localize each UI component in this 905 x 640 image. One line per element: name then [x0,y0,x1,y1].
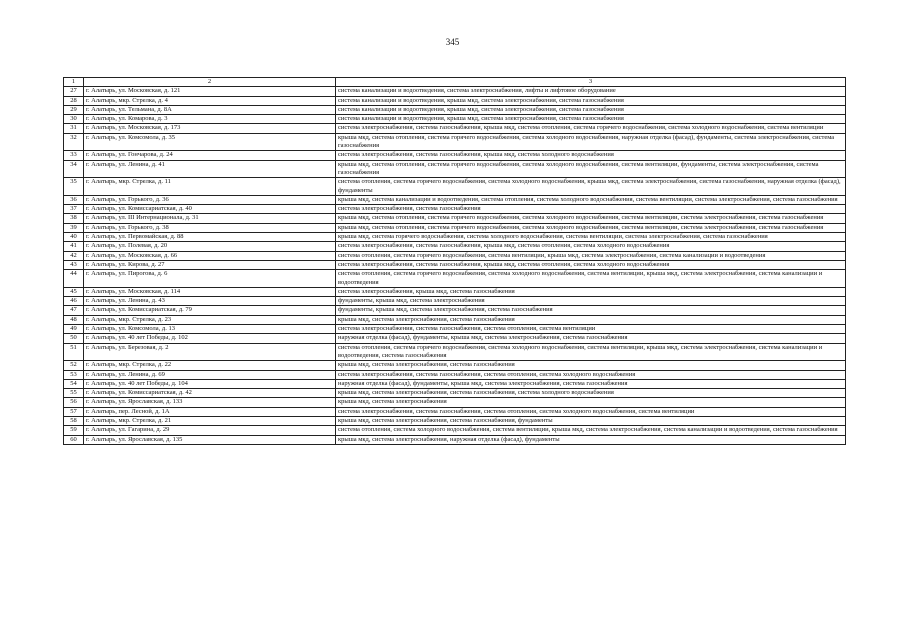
row-address: г. Алатырь, ул. Комиссариатская, д. 40 [84,205,336,214]
table-row [64,416,846,425]
row-number: 41 [64,242,84,251]
row-number: 43 [64,260,84,269]
table-row [64,260,846,269]
row-works: система отопления, система горячего водоснабжения, система холодного водоснабжения, крыша мкд, система электроснабжения, система газоснабжения, наружная отделка (фасад), фундаменты [336,178,846,196]
row-address: г. Алатырь, ул. Московская, д. 173 [84,124,336,133]
row-number: 49 [64,325,84,334]
row-works: система канализации и водоотведения, крыша мкд, система электроснабжения, система газоснабжения [336,105,846,114]
row-works: система электроснабжения, система газоснабжения, система отопления, система холодного водоснабжения, система вентиляции [336,407,846,416]
works-table [63,77,846,445]
table-row [64,87,846,96]
row-number: 37 [64,205,84,214]
header-cell-number: 1 [64,78,84,87]
row-address: г. Алатырь, ул. Комарова, д. 3 [84,115,336,124]
row-works: система электроснабжения, система газоснабжения, система отопления, система вентиляции [336,325,846,334]
table-row [64,426,846,435]
table-row [64,233,846,242]
row-address: г. Алатырь, ул. Гагарина, д. 29 [84,426,336,435]
row-address: г. Алатырь, мкр. Стрелка, д. 4 [84,96,336,105]
row-number: 57 [64,407,84,416]
row-works: наружная отделка (фасад), фундаменты, крыша мкд, система электроснабжения, система газоснабжения [336,334,846,343]
row-address: г. Алатырь, ул. Комсомола, д. 35 [84,133,336,151]
table-row [64,297,846,306]
row-address: г. Алатырь, ул. Березовая, д. 2 [84,343,336,361]
row-address: г. Алатырь, ул. Московская, д. 66 [84,251,336,260]
row-number: 39 [64,223,84,232]
row-address: г. Алатырь, ул. 40 лет Победы, д. 102 [84,334,336,343]
row-works: система электроснабжения, система газоснабжения, крыша мкд, система отопления, система холодного водоснабжения [336,242,846,251]
row-address: г. Алатырь, мкр. Стрелка, д. 21 [84,416,336,425]
row-number: 30 [64,115,84,124]
row-number: 44 [64,270,84,288]
table-row [64,315,846,324]
row-address: г. Алатырь, ул. Ленина, д. 69 [84,370,336,379]
row-number: 60 [64,435,84,444]
row-number: 34 [64,160,84,178]
table-row [64,398,846,407]
row-works: крыша мкд, система электроснабжения, наружная отделка (фасад), фундаменты [336,435,846,444]
table-row [64,379,846,388]
row-works: крыша мкд, система электроснабжения [336,398,846,407]
row-works: система отопления, система горячего водоснабжения, система холодного водоснабжения, система вентиляции, крыша мкд, система электроснабжения, система канализации и водоотведения [336,270,846,288]
row-number: 52 [64,361,84,370]
table-row [64,251,846,260]
row-address: г. Алатырь, ул. Московская, д. 114 [84,287,336,296]
row-works: система электроснабжения, система газоснабжения, крыша мкд, система отопления, система горячего водоснабжения, система холодного водоснабжения, система вентиляции [336,124,846,133]
row-works: крыша мкд, система электроснабжения, система газоснабжения [336,315,846,324]
row-works: система канализации и водоотведения, крыша мкд, система электроснабжения, система газоснабжения [336,96,846,105]
table-row [64,214,846,223]
row-works: крыша мкд, система электроснабжения, система газоснабжения, система холодного водоснабжения [336,389,846,398]
row-works: система электроснабжения, система газоснабжения, крыша мкд, система отопления, система холодного водоснабжения [336,260,846,269]
row-works: система канализации и водоотведения, крыша мкд, система электроснабжения, система газоснабжения [336,115,846,124]
table-row [64,133,846,151]
header-cell-address: 2 [84,78,336,87]
table-row [64,242,846,251]
row-address: г. Алатырь, ул. 40 лет Победы, д. 104 [84,379,336,388]
row-number: 33 [64,151,84,160]
row-number: 48 [64,315,84,324]
table-row [64,205,846,214]
row-number: 27 [64,87,84,96]
row-number: 28 [64,96,84,105]
row-address: г. Алатырь, ул. Ленина, д. 43 [84,297,336,306]
row-address: г. Алатырь, ул. Комиссариатская, д. 42 [84,389,336,398]
row-address: г. Алатырь, ул. Полевая, д. 20 [84,242,336,251]
row-number: 50 [64,334,84,343]
row-address: г. Алатырь, ул. Ленина, д. 41 [84,160,336,178]
table-row [64,361,846,370]
row-address: г. Алатырь, ул. Пирогова, д. 6 [84,270,336,288]
row-number: 47 [64,306,84,315]
table-row [64,287,846,296]
row-works: система канализации и водоотведения, система электроснабжения, лифты и лифтовое оборудование [336,87,846,96]
page-number: 345 [445,37,460,47]
row-address: г. Алатырь, ул. III Интернационала, д. 31 [84,214,336,223]
row-works: крыша мкд, система электроснабжения, система газоснабжения, фундаменты [336,416,846,425]
row-number: 45 [64,287,84,296]
table-row [64,96,846,105]
row-number: 55 [64,389,84,398]
row-address: г. Алатырь, ул. Кирова, д. 27 [84,260,336,269]
row-works: система электроснабжения, система газоснабжения, крыша мкд, система холодного водоснабжения [336,151,846,160]
row-works: система отопления, система холодного водоснабжения, система вентиляции, крыша мкд, система электроснабжения, система канализации и водоотведения, система газоснабжения [336,426,846,435]
row-works: система электроснабжения, крыша мкд, система газоснабжения [336,287,846,296]
row-address: г. Алатырь, ул. Горького, д. 36 [84,195,336,204]
row-number: 46 [64,297,84,306]
row-number: 53 [64,370,84,379]
table-row [64,343,846,361]
row-address: г. Алатырь, мкр. Стрелка, д. 11 [84,178,336,196]
row-number: 31 [64,124,84,133]
row-address: г. Алатырь, ул. Горького, д. 38 [84,223,336,232]
row-address: г. Алатырь, ул. Тельмана, д. 8А [84,105,336,114]
row-number: 36 [64,195,84,204]
table-row [64,407,846,416]
row-number: 51 [64,343,84,361]
row-works: крыша мкд, система электроснабжения, система газоснабжения [336,361,846,370]
row-works: фундаменты, крыша мкд, система электроснабжения, система газоснабжения [336,306,846,315]
row-number: 54 [64,379,84,388]
row-works: система электроснабжения, система газоснабжения [336,205,846,214]
table-row [64,389,846,398]
row-address: г. Алатырь, ул. Гончарова, д. 24 [84,151,336,160]
table-row [64,105,846,114]
row-works: крыша мкд, система канализации и водоотведения, система отопления, система холодного водоснабжения, система вентиляции, система электроснабжения, система газоснабжения [336,195,846,204]
row-works: система электроснабжения, система газоснабжения, система отопления, система холодного водоснабжения [336,370,846,379]
row-number: 29 [64,105,84,114]
row-number: 59 [64,426,84,435]
row-address: г. Алатырь, ул. Первомайская, д. 88 [84,233,336,242]
row-address: г. Алатырь, ул. Комсомола, д. 13 [84,325,336,334]
table-row [64,151,846,160]
row-address: г. Алатырь, мкр. Стрелка, д. 23 [84,315,336,324]
row-number: 56 [64,398,84,407]
table-row [64,325,846,334]
table-row [64,160,846,178]
table-row [64,435,846,444]
row-works: крыша мкд, система отопления, система горячего водоснабжения, система холодного водоснабжения, система вентиляции, система электроснабжения, система газоснабжения [336,214,846,223]
row-works: крыша мкд, система отопления, система горячего водоснабжения, система холодного водоснабжения, система вентиляции, система электроснабжения, система газоснабжения [336,223,846,232]
row-number: 58 [64,416,84,425]
table-row [64,370,846,379]
table-row [64,306,846,315]
row-works: наружная отделка (фасад), фундаменты, крыша мкд, система электроснабжения, система газоснабжения [336,379,846,388]
row-number: 35 [64,178,84,196]
table-row [64,115,846,124]
row-address: г. Алатырь, мкр. Стрелка, д. 22 [84,361,336,370]
row-works: система отопления, система горячего водоснабжения, система вентиляции, крыша мкд, система электроснабжения, система канализации и водоотведения [336,251,846,260]
table-row [64,223,846,232]
row-works: фундаменты, крыша мкд, система электроснабжения [336,297,846,306]
row-address: г. Алатырь, ул. Ярославская, д. 135 [84,435,336,444]
row-address: г. Алатырь, пер. Лесной, д. 1А [84,407,336,416]
table-row [64,270,846,288]
row-number: 40 [64,233,84,242]
row-address: г. Алатырь, ул. Комиссариатская, д. 79 [84,306,336,315]
row-number: 38 [64,214,84,223]
table-row [64,178,846,196]
row-address: г. Алатырь, ул. Московская, д. 121 [84,87,336,96]
table-row [64,124,846,133]
table-row [64,334,846,343]
row-number: 32 [64,133,84,151]
header-cell-works: 3 [336,78,846,87]
row-works: крыша мкд, система горячего водоснабжения, система холодного водоснабжения, система вентиляции, система электроснабжения, система газоснабжения [336,233,846,242]
row-works: крыша мкд, система отопления, система горячего водоснабжения, система холодного водоснабжения, система вентиляции, фундаменты, система электроснабжения, система газоснабжения [336,160,846,178]
row-number: 42 [64,251,84,260]
row-works: крыша мкд, система отопления, система горячего водоснабжения, система холодного водоснабжения, наружная отделка (фасад), фундаменты, система электроснабжения, система газоснабжения [336,133,846,151]
row-works: система отопления, система горячего водоснабжения, система холодного водоснабжения, система вентиляции, крыша мкд, система электроснабжения, система канализации и водоотведения, система газоснабжения [336,343,846,361]
row-address: г. Алатырь, ул. Ярославская, д. 133 [84,398,336,407]
table-row [64,195,846,204]
table-header-row [64,78,846,87]
